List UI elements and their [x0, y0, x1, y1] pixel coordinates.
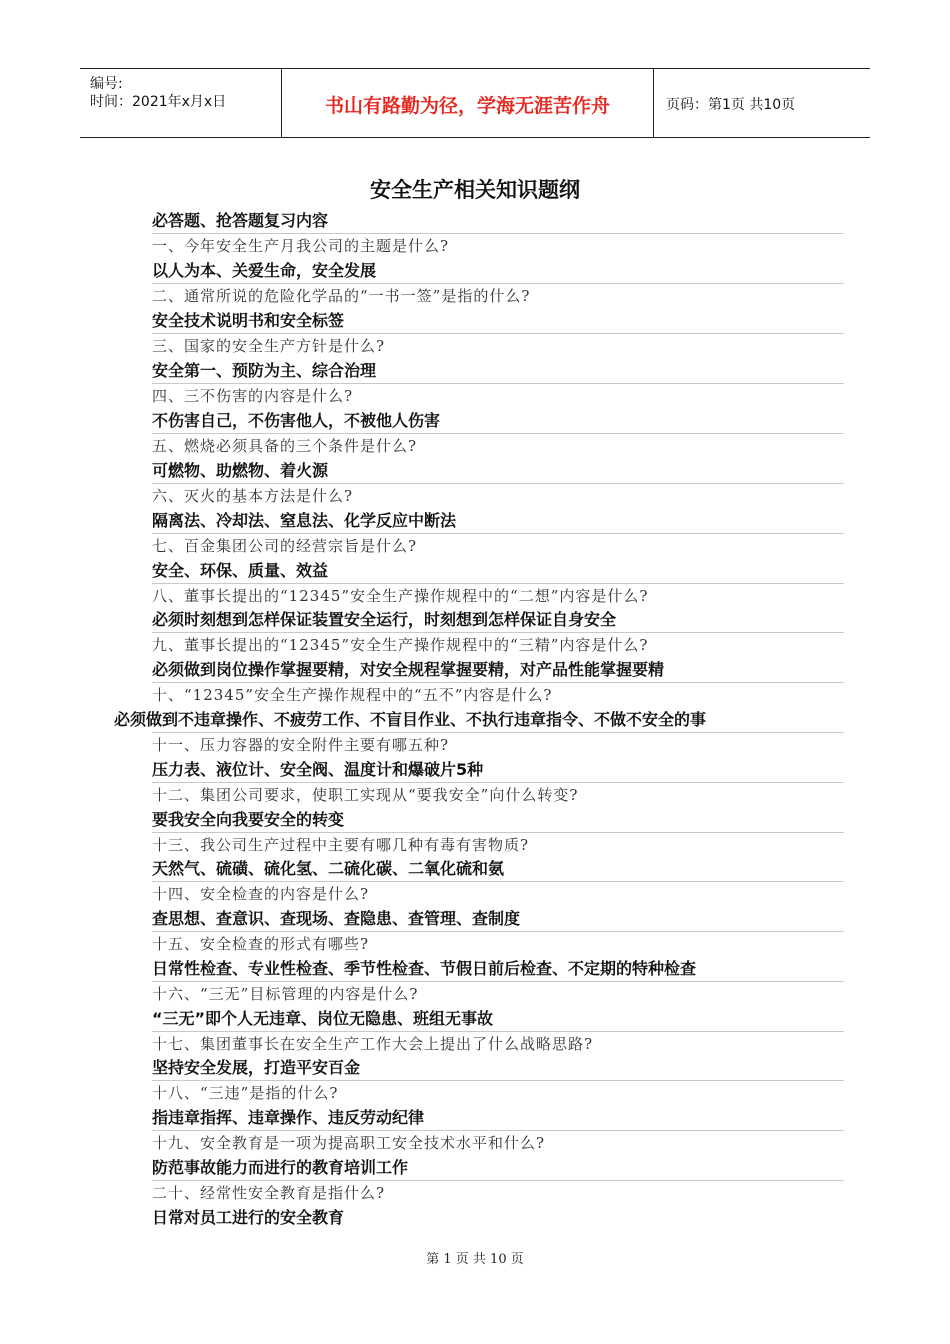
header-page-cell [654, 69, 870, 137]
answer: 安全技术说明书和安全标签 [152, 311, 345, 330]
answer: 要我安全向我要安全的转变 [152, 810, 345, 829]
answer: 安全第一、预防为主、综合治理 [152, 361, 377, 380]
question: 十八、“三违”是指的什么? [152, 1080, 844, 1105]
page-footer: 第 1 页 共 10 页 [426, 1252, 524, 1267]
answer: 必须做到岗位操作掌握要精，对安全规程掌握要精，对产品性能掌握要精 [152, 660, 665, 679]
answer: “三无”即个人无违章、岗位无隐患、班组无事故 [152, 1009, 494, 1028]
question: 十六、“三无”目标管理的内容是什么? [152, 981, 844, 1006]
question: 十、“12345”安全生产操作规程中的“五不”内容是什么? [152, 682, 844, 707]
answer: 必须时刻想到怎样保证装置安全运行，时刻想到怎样保证自身安全 [152, 610, 617, 629]
question: 三、国家的安全生产方针是什么? [152, 333, 844, 358]
question: 十七、集团董事长在安全生产工作大会上提出了什么战略思路? [152, 1031, 844, 1056]
answer: 可燃物、助燃物、着火源 [152, 461, 329, 480]
answer: 安全、环保、质量、效益 [152, 561, 329, 580]
question: 九、董事长提出的“12345”安全生产操作规程中的“三精”内容是什么? [152, 632, 844, 657]
question: 十九、安全教育是一项为提高职工安全技术水平和什么? [152, 1130, 844, 1155]
answer: 日常性检查、专业性检查、季节性检查、节假日前后检查、不定期的特种检查 [152, 959, 697, 978]
header-motto-cell [281, 69, 654, 137]
answer: 以人为本、关爱生命，安全发展 [152, 261, 377, 280]
question: 十三、我公司生产过程中主要有哪几种有毒有害物质? [152, 832, 844, 857]
page-header [80, 68, 870, 138]
question: 五、燃烧必须具备的三个条件是什么? [152, 433, 844, 458]
code-label: 编号: [90, 76, 123, 92]
question: 六、灭火的基本方法是什么? [152, 483, 844, 508]
question: 十二、集团公司要求，使职工实现从“要我安全”向什么转变? [152, 782, 844, 807]
question: 十四、安全检查的内容是什么? [152, 881, 844, 906]
answer: 压力表、液位计、安全阀、温度计和爆破片5种 [152, 760, 484, 779]
question: 十一、压力容器的安全附件主要有哪五种? [152, 732, 844, 757]
document-title: 安全生产相关知识题纲 [370, 178, 580, 202]
question: 七、百金集团公司的经营宗旨是什么? [152, 533, 844, 558]
question: 二十、经常性安全教育是指什么? [152, 1180, 844, 1205]
answer: 日常对员工进行的安全教育 [152, 1208, 345, 1227]
answer: 天然气、硫磺、硫化氢、二硫化碳、二氧化硫和氨 [152, 859, 505, 878]
question: 四、三不伤害的内容是什么? [152, 383, 844, 408]
answer: 隔离法、冷却法、窒息法、化学反应中断法 [152, 511, 457, 530]
document-subtitle: 必答题、抢答题复习内容 [152, 211, 329, 230]
question: 八、董事长提出的“12345”安全生产操作规程中的“二想”内容是什么? [152, 583, 844, 608]
time-label: 时间：2021年x月x日 [90, 94, 227, 110]
answer: 坚持安全发展，打造平安百金 [152, 1058, 361, 1077]
answer: 查思想、查意识、查现场、查隐患、查管理、查制度 [152, 909, 521, 928]
answer: 防范事故能力而进行的教育培训工作 [152, 1158, 409, 1177]
question: 十五、安全检查的形式有哪些? [152, 931, 844, 956]
question: 二、通常所说的危险化学品的“一书一签”是指的什么? [152, 283, 844, 308]
question: 一、今年安全生产月我公司的主题是什么? [152, 233, 844, 258]
answer: 不伤害自己，不伤害他人，不被他人伤害 [152, 411, 441, 430]
answer: 指违章指挥、违章操作、违反劳动纪律 [152, 1108, 425, 1127]
answer: 必须做到不违章操作、不疲劳工作、不盲目作业、不执行违章指令、不做不安全的事 [114, 710, 707, 729]
motto: 书山有路勤为径，学海无涯苦作舟 [324, 95, 610, 117]
page-number-label: 页码：第1页 共10页 [666, 97, 796, 113]
header-info-cell [80, 69, 280, 137]
